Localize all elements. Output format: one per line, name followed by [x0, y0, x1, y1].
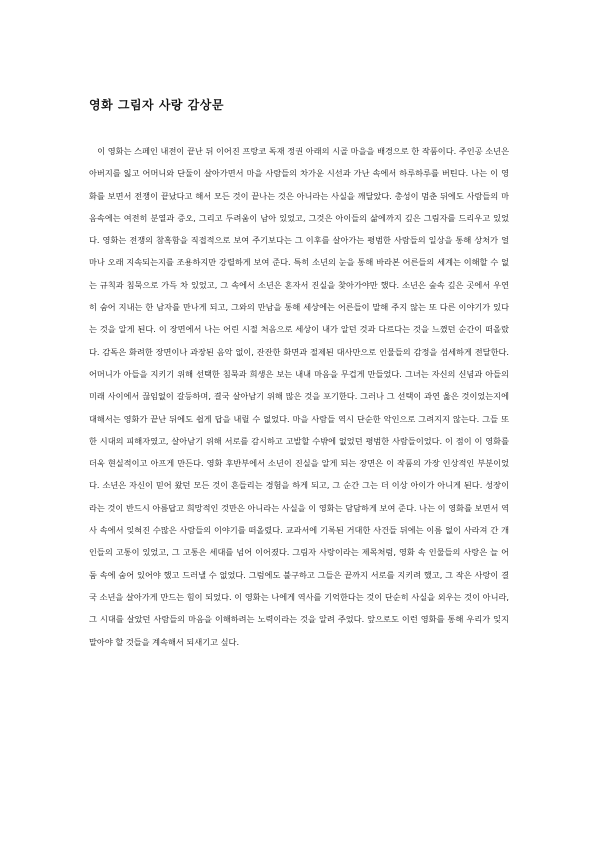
body-paragraph: 이 영화는 스페인 내전이 끝난 뒤 이어진 프랑코 독재 정권 아래의 시골 마을을 배경으로 한 작품이다. 주인공 소년은 아버지를 잃고 어머니와 단둘이 살아가면서 마을 사람들의 차가운 시선과 가난 속에서 하루하루를 버틴다. 나는 이 영화를 보면서 전쟁이 끝났다고 해서 모든 것이 끝나는 것은 아니라는 사실을 깨달았다. 총성이 멈춘 뒤에도 사람들의 마음속에는 여전히 분열과 증오, 그리고 두려움이 남아 있었고, 그것은 아이들의 삶에까지 깊은 그림자를 드리우고 있었다. 영화는 전쟁의 참혹함을 직접적으로 보여 주기보다는 그 이후를 살아가는 평범한 사람들의 일상을 통해 상처가 얼마나 오래 지속되는지를 조용하지만 강렬하게 보여 준다. 특히 소년의 눈을 통해 바라본 어른들의 세계는 이해할 수 없는 규칙과 침묵으로 가득 차 있었고, 그 속에서 소년은 혼자서 진실을 찾아가야만 했다. 소년은 숲속 깊은 곳에서 우연히 숨어 지내는 한 남자를 만나게 되고, 그와의 만남을 통해 세상에는 어른들이 말해 주지 않는 또 다른 이야기가 있다는 것을 알게 된다. 이 장면에서 나는 어린 시절 처음으로 세상이 내가 알던 것과 다르다는 것을 느꼈던 순간이 떠올랐다. 감독은 화려한 장면이나 과장된 음악 없이, 잔잔한 화면과 절제된 대사만으로 인물들의 감정을 섬세하게 전달한다. 어머니가 아들을 지키기 위해 선택한 침묵과 희생은 보는 내내 마음을 무겁게 만들었다. 그녀는 자신의 신념과 아들의 미래 사이에서 끊임없이 갈등하며, 결국 살아남기 위해 많은 것을 포기한다. 그러나 그 선택이 과연 옳은 것이었는지에 대해서는 영화가 끝난 뒤에도 쉽게 답을 내릴 수 없었다. 마을 사람들 역시 단순한 악인으로 그려지지 않는다. 그들 또한 시대의 피해자였고, 살아남기 위해 서로를 감시하고 고발할 수밖에 없었던 평범한 사람들이었다. 이 점이 이 영화를 더욱 현실적이고 아프게 만든다. 영화 후반부에서 소년이 진실을 알게 되는 장면은 이 작품의 가장 인상적인 부분이었다. 소년은 자신이 믿어 왔던 모든 것이 흔들리는 경험을 하게 되고, 그 순간 그는 더 이상 아이가 아니게 된다. 성장이라는 것이 반드시 아름답고 희망적인 것만은 아니라는 사실을 이 영화는 담담하게 보여 준다. 나는 이 영화를 보면서 역사 속에서 잊혀진 수많은 사람들의 이야기를 떠올렸다. 교과서에 기록된 거대한 사건들 뒤에는 이름 없이 사라져 간 개인들의 고통이 있었고, 그 고통은 세대를 넘어 이어졌다. 그림자 사랑이라는 제목처럼, 영화 속 인물들의 사랑은 늘 어둠 속에 숨어 있어야 했고 드러낼 수 없었다. 그럼에도 불구하고 그들은 끝까지 서로를 지키려 했고, 그 작은 사랑이 결국 소년을 살아가게 만드는 힘이 되었다. 이 영화는 나에게 역사를 기억한다는 것이 단순히 사실을 외우는 것이 아니라, 그 시대를 살았던 사람들의 마음을 이해하려는 노력이라는 것을 알려 주었다. 앞으로도 이런 영화를 통해 우리가 잊지 말아야 할 것들을 계속해서 되새기고 싶다. — [89, 146, 509, 647]
document-title: 영화 그림자 사랑 감상문 — [89, 98, 224, 112]
document-body — [89, 140, 509, 653]
